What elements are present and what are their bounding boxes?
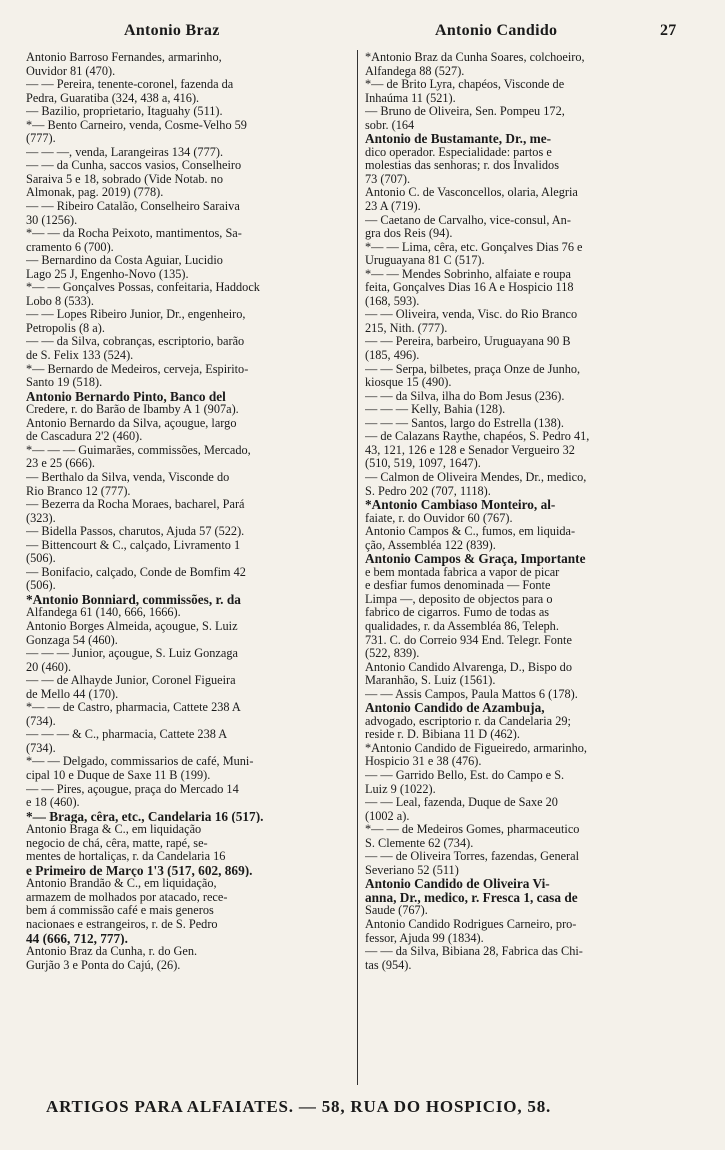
directory-line: Antonio Barroso Fernandes, armarinho, [26, 51, 222, 64]
directory-line: gra dos Reis (94). [365, 227, 453, 241]
directory-line: — Bruno de Oliveira, Sen. Pompeu 172, [365, 105, 565, 119]
directory-line: *Antonio Braz da Cunha Soares, colchoeiro, [365, 51, 585, 64]
directory-line: Luiz 9 (1022). [365, 782, 436, 796]
directory-line: negocio de chá, cêra, matte, rapé, se- [26, 836, 208, 850]
directory-line: Ouvidor 81 (470). [26, 64, 116, 78]
column-divider [357, 50, 358, 1085]
directory-line: Antonio Campos & C., fumos, em liquida- [365, 525, 576, 539]
directory-line: (323). [26, 511, 56, 525]
running-head-right: Antonio Candido [435, 22, 558, 39]
directory-line: Petropolis (8 a). [26, 321, 105, 335]
directory-line: Santo 19 (518). [26, 376, 103, 390]
directory-line: — — Serpa, bilbetes, praça Onze de Junho, [365, 362, 581, 376]
directory-line: S. Clemente 62 (734). [365, 836, 474, 850]
directory-line: (1002 a). [365, 809, 410, 823]
directory-line: (777). [26, 132, 56, 146]
directory-line: Lago 25 J, Engenho-Novo (135). [26, 267, 189, 281]
directory-line: qualidades, r. da Assembléa 86, Teleph. [365, 619, 559, 633]
directory-line: Maranhão, S. Luiz (1561). [365, 674, 496, 688]
directory-line: *— Braga, cêra, etc., Candelaria 16 (517). [26, 809, 264, 824]
directory-line: Uruguayana 81 C (517). [365, 254, 485, 268]
directory-line: — de Calazans Raythe, chapéos, S. Pedro 41, [365, 430, 590, 444]
directory-line: Gonzaga 54 (460). [26, 633, 118, 647]
directory-line: *— Bento Carneiro, venda, Cosme-Velho 59 [26, 118, 247, 132]
directory-line: *Antonio Candido de Figueiredo, armarinho, [365, 741, 587, 755]
directory-line: advogado, escriptorio r. da Candelaria 29; [365, 714, 571, 728]
directory-line: *— — — Guimarães, commissões, Mercado, [26, 443, 251, 457]
directory-line: de S. Felix 133 (524). [26, 349, 134, 363]
directory-line: e 18 (460). [26, 796, 80, 810]
directory-line: cipal 10 e Duque de Saxe 11 B (199). [26, 768, 211, 782]
running-head-left: Antonio Braz [124, 22, 220, 39]
directory-line: e bem montada fabrica a vapor de picar [365, 565, 560, 579]
directory-line: kiosque 15 (490). [365, 376, 452, 390]
directory-line: Alfandega 61 (140, 666, 1666). [26, 606, 181, 620]
directory-line: 44 (666, 712, 777). [26, 931, 128, 946]
directory-line: Antonio Candido Rodrigues Carneiro, pro- [365, 918, 577, 931]
directory-line: e Primeiro de Março 1'3 (517, 602, 869). [26, 863, 253, 878]
directory-line: *— — Gonçalves Possas, confeitaria, Haddock [26, 281, 260, 295]
directory-line: (185, 496). [365, 349, 420, 363]
directory-line: molestias das senhoras; r. dos Invalidos [365, 159, 559, 173]
directory-line: Antonio de Bustamante, Dr., me- [365, 132, 552, 146]
directory-line: *— — da Rocha Peixoto, mantimentos, Sa- [26, 227, 242, 241]
directory-line: Antonio Borges Almeida, açougue, S. Luiz [26, 619, 238, 633]
directory-line: Pedra, Guaratiba (324, 438 a, 416). [26, 91, 200, 105]
directory-line: 23 e 25 (666). [26, 457, 95, 471]
directory-line: de Mello 44 (170). [26, 687, 119, 701]
directory-line: Inhaúma 11 (521). [365, 91, 456, 105]
directory-line: de Cascadura 2'2 (460). [26, 430, 143, 444]
directory-line: *— — Delgado, commissarios de café, Muni- [26, 755, 254, 769]
directory-line: Saude (767). [365, 904, 428, 918]
directory-line: Hospicio 31 e 38 (476). [365, 755, 482, 769]
right-column [365, 51, 695, 972]
directory-line: S. Pedro 202 (707, 1118). [365, 484, 491, 498]
directory-line: faiate, r. do Ouvidor 60 (767). [365, 511, 513, 525]
directory-line: (522, 839). [365, 647, 420, 661]
directory-line: (506). [26, 579, 56, 593]
directory-line: — — Assis Campos, Paula Mattos 6 (178). [365, 687, 578, 701]
directory-line: — Bittencourt & C., calçado, Livramento 1 [26, 538, 241, 552]
directory-line: Antonio Candido de Oliveira Vi- [365, 877, 550, 891]
directory-line: — Bonifacio, calçado, Conde de Bomfim 42 [26, 565, 246, 579]
directory-line: Antonio Bernardo Pinto, Banco del [26, 389, 226, 404]
directory-line: Antonio Brandão & C., em liquidação, [26, 877, 217, 891]
directory-line: nacionaes e estrangeiros, r. de S. Pedro [26, 918, 218, 931]
directory-line: 215, Nith. (777). [365, 321, 448, 335]
directory-line: armazem de molhados por atacado, rece- [26, 890, 228, 904]
directory-line: feita, Gonçalves Dias 16 A e Hospicio 118 [365, 281, 574, 295]
directory-line: — — da Silva, cobranças, escriptorio, barão [26, 335, 245, 349]
directory-line: *— — de Castro, pharmacia, Cattete 238 A [26, 701, 241, 715]
directory-line: 43, 121, 126 e 128 e Senador Vergueiro 32 [365, 443, 575, 457]
directory-line: — — Pereira, tenente-coronel, fazenda da [26, 78, 234, 92]
directory-line: — Berthalo da Silva, venda, Visconde do [26, 470, 230, 484]
directory-line: — — Oliveira, venda, Visc. do Rio Branco [365, 308, 578, 322]
directory-line: bem á commissão café e mais generos [26, 904, 214, 918]
directory-line: 73 (707). [365, 172, 411, 186]
directory-line: Limpa —, deposito de objectos para o [365, 592, 553, 606]
directory-line: 20 (460). [26, 660, 72, 674]
directory-line: e desfiar fumos denominada — Fonte [365, 579, 551, 593]
directory-line: tas (954). [365, 958, 412, 972]
directory-line: — — Leal, fazenda, Duque de Saxe 20 [365, 796, 558, 810]
directory-line: cramento 6 (700). [26, 240, 114, 254]
directory-line: *— — de Medeiros Gomes, pharmaceutico [365, 823, 580, 837]
directory-line: ção, Assembléa 122 (839). [365, 538, 496, 552]
directory-line: *— Bernardo de Medeiros, cerveja, Espirito- [26, 362, 249, 376]
directory-line: Rio Branco 12 (777). [26, 484, 131, 498]
directory-line: — — de Alhayde Junior, Coronel Figueira [26, 674, 236, 688]
directory-line: — — Ribeiro Catalão, Conselheiro Saraiva [26, 200, 240, 214]
directory-line: Antonio C. de Vasconcellos, olaria, Alegria [365, 186, 578, 200]
directory-line: Saraiva 5 e 18, sobrado (Vide Notab. no [26, 172, 223, 186]
directory-line: anna, Dr., medico, r. Fresca 1, casa de [365, 890, 578, 905]
directory-line: — — de Oliveira Torres, fazendas, General [365, 850, 580, 864]
directory-line: — Bezerra da Rocha Moraes, bacharel, Pará [26, 498, 245, 512]
directory-line: (506). [26, 552, 56, 566]
directory-line: fabrico de cigarros. Fumo de todas as [365, 606, 550, 620]
directory-line: — — — & C., pharmacia, Cattete 238 A [26, 728, 228, 742]
directory-line: — — — Kelly, Bahia (128). [365, 403, 506, 417]
directory-line: Credere, r. do Barão de Ibamby A 1 (907a). [26, 403, 239, 417]
directory-line: Antonio Braz da Cunha, r. do Gen. [26, 945, 198, 959]
directory-line: — Bernardino da Costa Aguiar, Lucidio [26, 254, 223, 268]
directory-line: (734). [26, 741, 56, 755]
directory-line: — — — Santos, largo do Estrella (138). [365, 416, 564, 430]
directory-line: Antonio Campos & Graça, Importante [365, 552, 586, 566]
directory-line: Antonio Bernardo da Silva, açougue, largo [26, 416, 237, 430]
directory-line: — Bazilio, proprietario, Itaguahy (511). [26, 105, 223, 119]
directory-line: — — Pereira, barbeiro, Uruguayana 90 B [365, 335, 571, 349]
page-number: 27 [660, 22, 677, 39]
directory-line: *Antonio Bonniard, commissões, r. da [26, 592, 241, 607]
directory-line: 731. C. do Correio 934 End. Telegr. Fonte [365, 633, 572, 647]
directory-line: (734). [26, 714, 56, 728]
directory-line: — — —, venda, Larangeiras 134 (777). [26, 145, 224, 159]
directory-line: Lobo 8 (533). [26, 294, 94, 308]
directory-line: — Caetano de Carvalho, vice-consul, An- [365, 213, 571, 227]
directory-line: — — da Cunha, saccos vasios, Conselheiro [26, 159, 242, 173]
directory-line: fessor, Ajuda 99 (1834). [365, 931, 484, 945]
directory-line: 23 A (719). [365, 200, 421, 214]
directory-line: Antonio Candido de Azambuja, [365, 701, 545, 715]
directory-line: Antonio Candido Alvarenga, D., Bispo do [365, 660, 572, 674]
directory-line: mentes de hortaliças, r. da Candelaria 16 [26, 850, 226, 864]
directory-line: — — da Silva, ilha do Bom Jesus (236). [365, 389, 565, 403]
left-column [26, 51, 346, 972]
directory-line: Alfandega 88 (527). [365, 64, 465, 78]
directory-line: Severiano 52 (511) [365, 863, 459, 877]
directory-line: reside r. D. Bibiana 11 D (462). [365, 728, 520, 742]
directory-line: 30 (1256). [26, 213, 78, 227]
directory-line: (168, 593). [365, 294, 420, 308]
directory-line: — — Pires, açougue, praça do Mercado 14 [26, 782, 239, 796]
directory-line: *— — Mendes Sobrinho, alfaiate e roupa [365, 267, 571, 281]
directory-line: *Antonio Cambiaso Monteiro, al- [365, 498, 556, 512]
footer-advertisement: ARTIGOS PARA ALFAIATES. — 58, RUA DO HOSPICIO, 58. [46, 1097, 552, 1116]
directory-line: (510, 519, 1097, 1647). [365, 457, 481, 471]
directory-line: — Bidella Passos, charutos, Ajuda 57 (522). [26, 525, 245, 539]
directory-line: *— de Brito Lyra, chapéos, Visconde de [365, 78, 565, 92]
directory-line: — Calmon de Oliveira Mendes, Dr., medico, [365, 470, 587, 484]
directory-line: — — — Junior, açougue, S. Luiz Gonzaga [26, 647, 238, 661]
directory-line: — — Garrido Bello, Est. do Campo e S. [365, 768, 565, 782]
directory-line: sobr. (164 [365, 118, 415, 132]
directory-line: Gurjão 3 e Ponta do Cajú, (26). [26, 958, 181, 972]
directory-line: — — da Silva, Bibiana 28, Fabrica das Chi- [365, 945, 583, 959]
directory-line: Antonio Braga & C., em liquidação [26, 823, 202, 837]
directory-line: *— — Lima, cêra, etc. Gonçalves Dias 76 e [365, 240, 583, 254]
directory-line: Almonak, pag. 2019) (778). [26, 186, 164, 200]
directory-line: — — Lopes Ribeiro Junior, Dr., engenheiro, [26, 308, 246, 322]
directory-line: dico operador. Especialidade: partos e [365, 145, 552, 159]
